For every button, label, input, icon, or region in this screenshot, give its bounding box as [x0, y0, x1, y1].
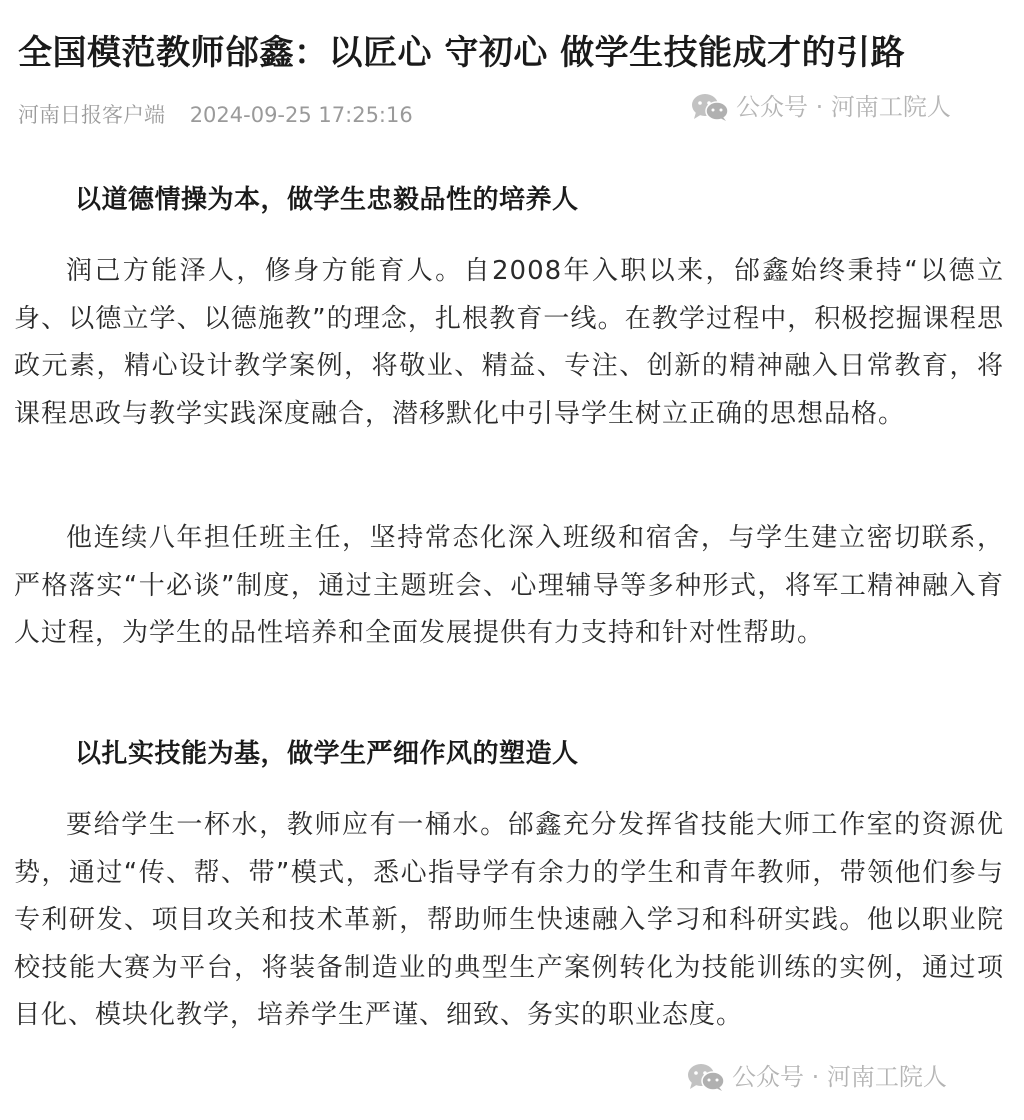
paragraph-1: 润己方能泽人，修身方能育人。自2008年入职以来，邰鑫始终秉持“以德立身、以德立学、以德施教”的理念，扎根教育一线。在教学过程中，积极挖掘课程思政元素，精心设计教学案例，将敬业、精益、专注、创新的精神融入日常教育，将课程思政与教学实践深度融合，潜移默化中引导学生树立正确的思想品格。	[14, 256, 1004, 429]
paragraph-3: 要给学生一杯水，教师应有一桶水。邰鑫充分发挥省技能大师工作室的资源优势，通过“传、帮、带”模式，悉心指导学有余力的学生和青年教师，带领他们参与专利研发、项目攻关和技术革新，帮助师生快速融入学习和科研实践。他以职业院校技能大赛为平台，将装备制造业的典型生产案例转化为技能训练的实例，通过项目化、模块化教学，培养学生严谨、细致、务实的职业态度。	[14, 810, 1004, 1030]
watermark-top	[690, 91, 951, 123]
article-meta	[18, 100, 413, 130]
watermark-text: 公众号 · 河南工院人	[732, 1063, 947, 1091]
watermark-bottom	[686, 1061, 947, 1093]
wechat-icon	[686, 1062, 726, 1092]
article-datetime: 2024-09-25 17:25:16	[189, 103, 413, 127]
watermark-text: 公众号 · 河南工院人	[736, 93, 951, 121]
wechat-icon	[690, 92, 730, 122]
paragraph-2: 他连续八年担任班主任，坚持常态化深入班级和宿舍，与学生建立密切联系，严格落实“十必谈”制度，通过主题班会、心理辅导等多种形式，将军工精神融入育人过程，为学生的品性培养和全面发展提供有力支持和针对性帮助。	[14, 523, 1004, 648]
article-source[interactable]: 河南日报客户端	[18, 103, 165, 127]
section-heading-2: 以扎实技能为基，做学生严细作风的塑造人	[75, 739, 579, 769]
article-title: 全国模范教师邰鑫：以匠心 守初心 做学生技能成才的引路	[18, 33, 906, 73]
section-heading-1: 以道德情操为本，做学生忠毅品性的培养人	[75, 185, 579, 215]
